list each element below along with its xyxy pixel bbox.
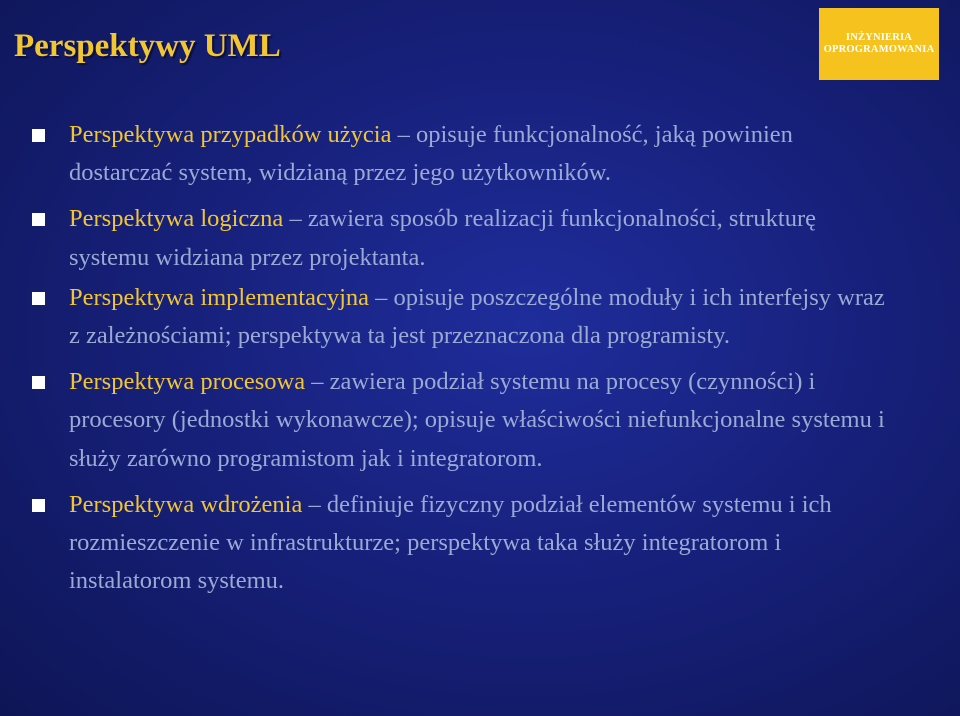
bullet-item-implementation [0,279,960,355]
square-bullet-icon [32,213,45,226]
bullet-term: Perspektywa logiczna [69,205,284,233]
bullet-term: Perspektywa przypadków użycia [69,121,392,148]
course-logo-badge [819,8,939,80]
bullet-dash: – [283,205,308,233]
bullet-text: zawiera podział systemu na procesy (czynności) i procesory (jednostki wykonawcze); opisuje właściwości niefunkcjonalne systemu i służy zarówno programistom jak i integratorom. [69,368,885,472]
perspectives-list [0,116,960,600]
bullet-term: Perspektywa wdrożenia [69,490,303,518]
bullet-term: Perspektywa procesowa [69,368,306,396]
slide-title: Perspektywy UML [14,28,281,64]
bullet-text: zawiera sposób realizacji funkcjonalności, strukturę systemu widziana przez projektanta. [69,205,816,271]
logo-line-2: OPROGRAMOWANIA [823,44,935,55]
bullet-dash: – [391,121,416,148]
bullet-term: Perspektywa implementacyjna [69,283,370,311]
bullet-text: definiuje fizyczny podział elementów systemu i ich rozmieszczenie w infrastrukturze; perspektywa taka służy integratorom i instalatorom systemu. [69,490,832,595]
bullet-item-logical [0,200,960,276]
bullet-dash: – [369,283,394,311]
bullet-text: opisuje funkcjonalność, jaką powinien dostarczać system, widzianą przez jego użytkowników. [69,121,793,187]
square-bullet-icon [32,292,45,305]
square-bullet-icon [32,129,45,142]
bullet-dash: – [305,368,330,396]
bullet-item-process [0,363,960,478]
bullet-dash: – [302,490,327,518]
bullet-text: opisuje poszczególne moduły i ich interfejsy wraz z zależnościami; perspektywa ta jest przeznaczona dla programisty. [69,283,885,350]
square-bullet-icon [32,376,45,389]
bullet-item-deployment [0,486,960,601]
square-bullet-icon [32,499,45,512]
logo-line-1: INŻYNIERIA [845,32,913,43]
bullet-item-use-case [0,116,960,192]
